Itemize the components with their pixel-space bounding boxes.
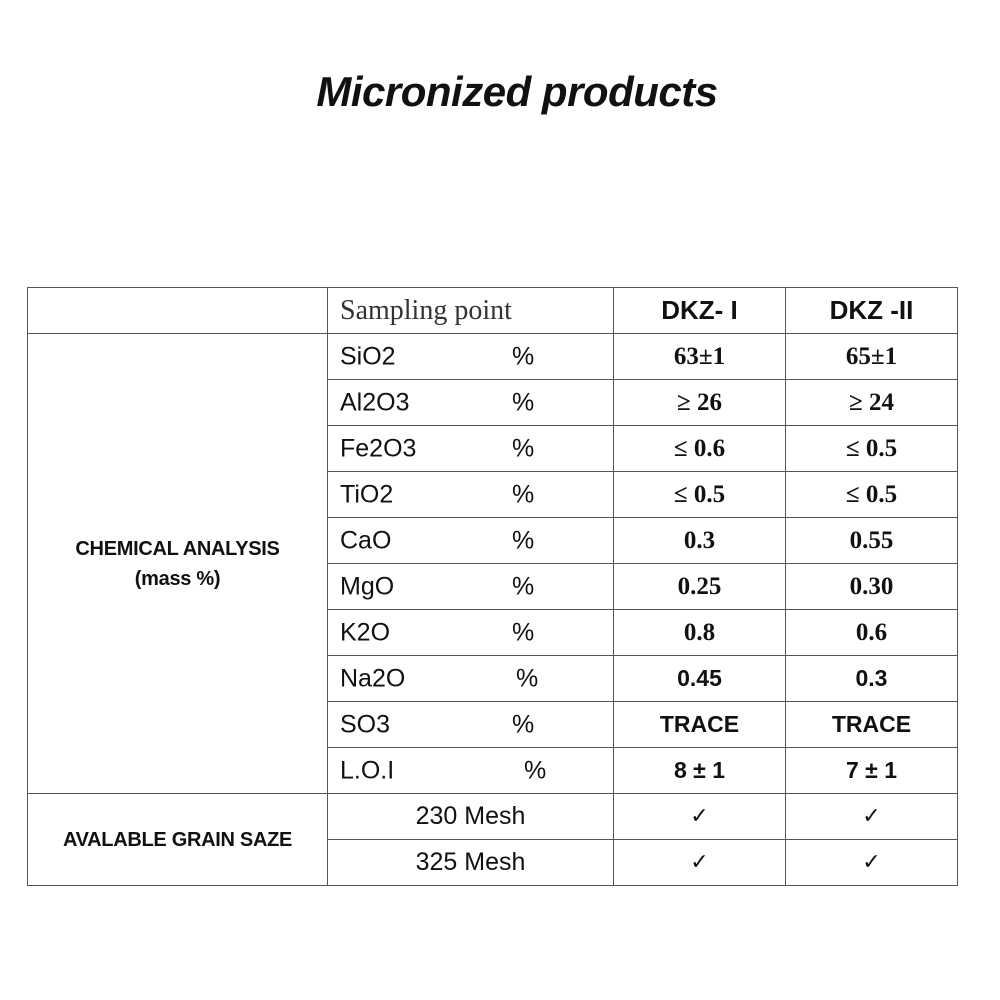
blank-corner-cell xyxy=(28,288,328,334)
param-cell xyxy=(328,610,614,656)
param-cell xyxy=(328,748,614,794)
param-name: Al2O3 xyxy=(340,388,410,416)
param-unit: % xyxy=(512,710,535,738)
param-name: CaO xyxy=(340,526,392,554)
value-dkz2: 0.3 xyxy=(786,656,958,702)
column-header-dkz2: DKZ -II xyxy=(786,288,958,334)
table-row xyxy=(28,794,958,840)
param-unit: % xyxy=(512,434,535,462)
param-name: K2O xyxy=(340,618,391,646)
value-dkz2: 7 ± 1 xyxy=(786,748,958,794)
param-unit: % xyxy=(512,388,535,416)
param-unit: % xyxy=(512,526,535,554)
value-dkz2: ≥ 24 xyxy=(786,380,958,426)
value-dkz2: 0.55 xyxy=(786,518,958,564)
chemical-analysis-label: CHEMICAL ANALYSIS xyxy=(75,537,280,560)
sampling-point-label: Sampling point xyxy=(328,288,614,334)
value-dkz1: 0.3 xyxy=(614,518,786,564)
param-name: SO3 xyxy=(340,710,391,738)
param-cell xyxy=(328,334,614,380)
page-title: Micronized products xyxy=(316,68,718,115)
param-unit: % xyxy=(512,480,535,508)
check-icon: ✓ xyxy=(786,840,958,886)
value-dkz2: 65±1 xyxy=(786,334,958,380)
value-dkz1: TRACE xyxy=(614,702,786,748)
value-dkz1: ≥ 26 xyxy=(614,380,786,426)
grain-size-group: AVALABLE GRAIN SAZE xyxy=(28,794,328,886)
param-unit: % xyxy=(512,342,535,370)
mesh-size-label: 325 Mesh xyxy=(328,840,614,886)
param-name: Na2O xyxy=(340,664,406,692)
column-header-dkz1: DKZ- I xyxy=(614,288,786,334)
value-dkz2: 0.30 xyxy=(786,564,958,610)
value-dkz1: ≤ 0.5 xyxy=(614,472,786,518)
chemical-analysis-group xyxy=(28,334,328,794)
param-cell xyxy=(328,518,614,564)
param-name: L.O.I xyxy=(340,756,395,784)
check-icon: ✓ xyxy=(786,794,958,840)
value-dkz1: 0.45 xyxy=(614,656,786,702)
param-name: TiO2 xyxy=(340,480,394,508)
param-unit: % xyxy=(516,664,539,692)
param-name: SiO2 xyxy=(340,342,396,370)
param-cell xyxy=(328,472,614,518)
param-cell xyxy=(328,656,614,702)
check-icon: ✓ xyxy=(614,840,786,886)
value-dkz2: 0.6 xyxy=(786,610,958,656)
value-dkz1: 63±1 xyxy=(614,334,786,380)
value-dkz2: TRACE xyxy=(786,702,958,748)
param-cell xyxy=(328,380,614,426)
param-cell xyxy=(328,564,614,610)
value-dkz1: 8 ± 1 xyxy=(614,748,786,794)
value-dkz2: ≤ 0.5 xyxy=(786,472,958,518)
mesh-size-label: 230 Mesh xyxy=(328,794,614,840)
param-unit: % xyxy=(512,572,535,600)
check-icon: ✓ xyxy=(614,794,786,840)
param-unit: % xyxy=(512,618,535,646)
param-cell xyxy=(328,426,614,472)
value-dkz1: 0.25 xyxy=(614,564,786,610)
value-dkz2: ≤ 0.5 xyxy=(786,426,958,472)
param-unit: % xyxy=(524,756,547,784)
table-row xyxy=(28,334,958,380)
param-name: Fe2O3 xyxy=(340,434,417,462)
value-dkz1: ≤ 0.6 xyxy=(614,426,786,472)
mass-percent-label: (mass %) xyxy=(134,567,221,590)
param-name: MgO xyxy=(340,572,395,600)
header-row xyxy=(28,288,958,334)
value-dkz1: 0.8 xyxy=(614,610,786,656)
param-cell xyxy=(328,702,614,748)
spec-table xyxy=(27,287,958,886)
